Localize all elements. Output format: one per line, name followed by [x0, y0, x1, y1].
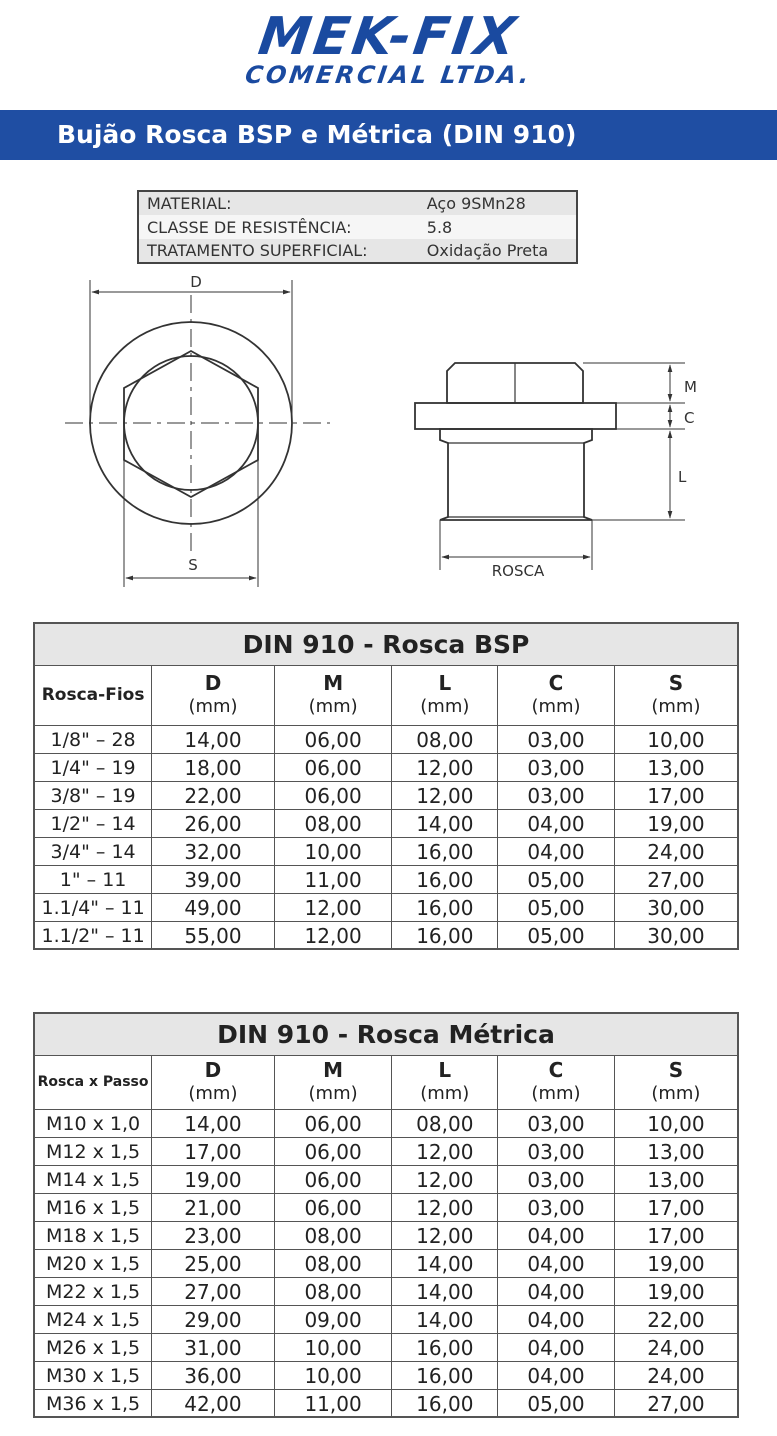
dimension-cell: 10,00 [274, 1361, 392, 1389]
table-row [34, 1109, 738, 1137]
dimension-cell: 03,00 [498, 1193, 615, 1221]
dimension-cell: 04,00 [498, 1361, 615, 1389]
dimension-cell: 12,00 [392, 1137, 498, 1165]
dimension-cell: 13,00 [614, 1165, 738, 1193]
dimension-cell: 24,00 [614, 837, 738, 865]
table-title: DIN 910 - Rosca Métrica [34, 1013, 738, 1055]
dimension-cell: 16,00 [392, 893, 498, 921]
dimension-cell: 06,00 [274, 1193, 392, 1221]
dimension-cell: 08,00 [392, 1109, 498, 1137]
label-l: L [678, 468, 687, 486]
dimension-cell: 04,00 [498, 809, 615, 837]
dimension-cell: 32,00 [152, 837, 275, 865]
dimension-cell: 25,00 [152, 1249, 275, 1277]
dimension-cell: 36,00 [152, 1361, 275, 1389]
table-row [34, 1193, 738, 1221]
metric-table [33, 1012, 739, 1418]
dimension-cell: 03,00 [498, 1137, 615, 1165]
table-row [34, 1305, 738, 1333]
column-header: S (mm) [614, 1055, 738, 1109]
table-header-row [34, 665, 738, 725]
thread-size-cell: 1/2" – 14 [34, 809, 152, 837]
table-row [34, 1137, 738, 1165]
thread-size-cell: 1/8" – 28 [34, 725, 152, 753]
table-row [34, 753, 738, 781]
dimension-cell: 03,00 [498, 1109, 615, 1137]
spec-value: Aço 9SMn28 [426, 194, 526, 213]
spec-label: CLASSE DE RESISTÊNCIA: [147, 217, 352, 237]
label-c: C [684, 409, 695, 427]
dimension-cell: 12,00 [392, 781, 498, 809]
dimension-cell: 14,00 [152, 1109, 275, 1137]
label-rosca: ROSCA [491, 562, 545, 580]
dimension-cell: 12,00 [274, 921, 392, 949]
column-header: Rosca-Fios [34, 665, 152, 725]
dimension-cell: 42,00 [152, 1389, 275, 1417]
column-header: C (mm) [498, 665, 615, 725]
thread-size-cell: 1.1/2" – 11 [34, 921, 152, 949]
dimension-cell: 49,00 [152, 893, 275, 921]
dimension-cell: 16,00 [392, 865, 498, 893]
dimension-cell: 24,00 [614, 1333, 738, 1361]
spec-row [138, 239, 577, 263]
column-header: C (mm) [498, 1055, 615, 1109]
table-title: DIN 910 - Rosca BSP [34, 623, 738, 665]
dimension-cell: 26,00 [152, 809, 275, 837]
dimension-cell: 16,00 [392, 837, 498, 865]
dimension-cell: 31,00 [152, 1333, 275, 1361]
spec-row [138, 215, 577, 239]
title-banner [0, 110, 777, 160]
dimension-cell: 05,00 [498, 865, 615, 893]
dimension-cell: 39,00 [152, 865, 275, 893]
label-d: D [190, 273, 202, 291]
thread-size-cell: M30 x 1,5 [34, 1361, 152, 1389]
dimension-cell: 04,00 [498, 1333, 615, 1361]
dimension-cell: 06,00 [274, 781, 392, 809]
dimension-cell: 16,00 [392, 1361, 498, 1389]
dimension-cell: 29,00 [152, 1305, 275, 1333]
dimension-cell: 18,00 [152, 753, 275, 781]
dimension-cell: 03,00 [498, 1165, 615, 1193]
thread-size-cell: M36 x 1,5 [34, 1389, 152, 1417]
spec-table [137, 190, 578, 264]
dimension-cell: 12,00 [392, 1193, 498, 1221]
company-logo [0, 7, 777, 89]
dimension-cell: 10,00 [614, 725, 738, 753]
table-row [34, 1221, 738, 1249]
dimension-cell: 17,00 [614, 1193, 738, 1221]
label-m: M [684, 378, 697, 396]
dimension-cell: 08,00 [274, 1277, 392, 1305]
page-title: Bujão Rosca BSP e Métrica (DIN 910) [57, 120, 577, 149]
column-header: Rosca x Passo [34, 1055, 152, 1109]
table-row [34, 809, 738, 837]
dimension-cell: 27,00 [614, 1389, 738, 1417]
column-header: S (mm) [614, 665, 738, 725]
dimension-cell: 11,00 [274, 1389, 392, 1417]
dimension-cell: 27,00 [152, 1277, 275, 1305]
table-row [34, 1333, 738, 1361]
technical-drawing [0, 265, 777, 595]
spec-value: Oxidação Preta [426, 241, 549, 260]
spec-label: MATERIAL: [147, 194, 232, 213]
dimension-cell: 14,00 [152, 725, 275, 753]
dimension-cell: 09,00 [274, 1305, 392, 1333]
dimension-cell: 10,00 [274, 837, 392, 865]
dimension-cell: 03,00 [498, 753, 615, 781]
dimension-cell: 03,00 [498, 725, 615, 753]
thread-size-cell: 3/4" – 14 [34, 837, 152, 865]
table-row [34, 725, 738, 753]
thread-size-cell: M12 x 1,5 [34, 1137, 152, 1165]
label-s: S [188, 556, 198, 574]
dimension-cell: 05,00 [498, 893, 615, 921]
logo-sub-text: COMERCIAL LTDA. [243, 61, 534, 89]
dimension-cell: 14,00 [392, 1305, 498, 1333]
table-row [34, 781, 738, 809]
column-header: L (mm) [392, 1055, 498, 1109]
dimension-cell: 12,00 [392, 1165, 498, 1193]
dimension-cell: 05,00 [498, 1389, 615, 1417]
dimension-cell: 13,00 [614, 753, 738, 781]
dimension-cell: 23,00 [152, 1221, 275, 1249]
dimension-cell: 30,00 [614, 921, 738, 949]
column-header: D (mm) [152, 665, 275, 725]
dimension-cell: 19,00 [614, 1277, 738, 1305]
dimension-cell: 08,00 [274, 1249, 392, 1277]
table-row [34, 921, 738, 949]
dimension-cell: 12,00 [392, 1221, 498, 1249]
thread-size-cell: M18 x 1,5 [34, 1221, 152, 1249]
thread-size-cell: M16 x 1,5 [34, 1193, 152, 1221]
thread-size-cell: 1/4" – 19 [34, 753, 152, 781]
dimension-cell: 03,00 [498, 781, 615, 809]
thread-size-cell: M20 x 1,5 [34, 1249, 152, 1277]
column-header: D (mm) [152, 1055, 275, 1109]
dimension-cell: 04,00 [498, 1305, 615, 1333]
thread-size-cell: 1" – 11 [34, 865, 152, 893]
dimension-cell: 06,00 [274, 753, 392, 781]
dimension-cell: 19,00 [152, 1165, 275, 1193]
dimension-cell: 14,00 [392, 1277, 498, 1305]
thread-size-cell: M22 x 1,5 [34, 1277, 152, 1305]
dimension-cell: 16,00 [392, 921, 498, 949]
side-view [415, 363, 685, 570]
dimension-cell: 17,00 [152, 1137, 275, 1165]
spec-row [138, 191, 577, 215]
dimension-cell: 12,00 [274, 893, 392, 921]
table-row [34, 893, 738, 921]
thread-size-cell: 3/8" – 19 [34, 781, 152, 809]
dimension-cell: 08,00 [392, 725, 498, 753]
dimension-cell: 04,00 [498, 1249, 615, 1277]
dimension-cell: 06,00 [274, 1137, 392, 1165]
table-row [34, 1249, 738, 1277]
dimension-cell: 14,00 [392, 809, 498, 837]
dimension-cell: 16,00 [392, 1333, 498, 1361]
dimension-cell: 06,00 [274, 1165, 392, 1193]
table-row [34, 1361, 738, 1389]
dimension-cell: 55,00 [152, 921, 275, 949]
dimension-cell: 04,00 [498, 1221, 615, 1249]
table-title-row [34, 1013, 738, 1055]
dimension-cell: 12,00 [392, 753, 498, 781]
dimension-cell: 04,00 [498, 837, 615, 865]
table-row [34, 837, 738, 865]
dimension-cell: 22,00 [152, 781, 275, 809]
dimension-cell: 08,00 [274, 1221, 392, 1249]
thread-size-cell: M26 x 1,5 [34, 1333, 152, 1361]
dimension-cell: 06,00 [274, 1109, 392, 1137]
bsp-table [33, 622, 739, 950]
dimension-cell: 10,00 [274, 1333, 392, 1361]
dimension-cell: 06,00 [274, 725, 392, 753]
table-row [34, 865, 738, 893]
thread-size-cell: M10 x 1,0 [34, 1109, 152, 1137]
dimension-cell: 17,00 [614, 1221, 738, 1249]
dimension-cell: 05,00 [498, 921, 615, 949]
spec-value: 5.8 [426, 217, 453, 237]
dimension-cell: 24,00 [614, 1361, 738, 1389]
column-header: M (mm) [274, 1055, 392, 1109]
dimension-cell: 11,00 [274, 865, 392, 893]
dimension-cell: 13,00 [614, 1137, 738, 1165]
thread-size-cell: 1.1/4" – 11 [34, 893, 152, 921]
table-row [34, 1389, 738, 1417]
dimension-cell: 22,00 [614, 1305, 738, 1333]
dimension-cell: 16,00 [392, 1389, 498, 1417]
dimension-cell: 08,00 [274, 809, 392, 837]
bsp-table-body [34, 725, 738, 949]
thread-size-cell: M14 x 1,5 [34, 1165, 152, 1193]
table-row [34, 1277, 738, 1305]
dimension-cell: 10,00 [614, 1109, 738, 1137]
thread-size-cell: M24 x 1,5 [34, 1305, 152, 1333]
table-header-row [34, 1055, 738, 1109]
dimension-cell: 27,00 [614, 865, 738, 893]
dimension-cell: 17,00 [614, 781, 738, 809]
column-header: L (mm) [392, 665, 498, 725]
dimension-cell: 19,00 [614, 809, 738, 837]
dimension-cell: 19,00 [614, 1249, 738, 1277]
spec-label: TRATAMENTO SUPERFICIAL: [147, 241, 368, 260]
flange-profile [415, 403, 616, 429]
table-title-row [34, 623, 738, 665]
metric-table-body [34, 1109, 738, 1417]
logo-main-text: MEK-FIX [254, 7, 523, 67]
dimension-cell: 30,00 [614, 893, 738, 921]
column-header: M (mm) [274, 665, 392, 725]
dimension-cell: 04,00 [498, 1277, 615, 1305]
top-view [65, 280, 330, 587]
dimension-cell: 14,00 [392, 1249, 498, 1277]
table-row [34, 1165, 738, 1193]
dimension-cell: 21,00 [152, 1193, 275, 1221]
